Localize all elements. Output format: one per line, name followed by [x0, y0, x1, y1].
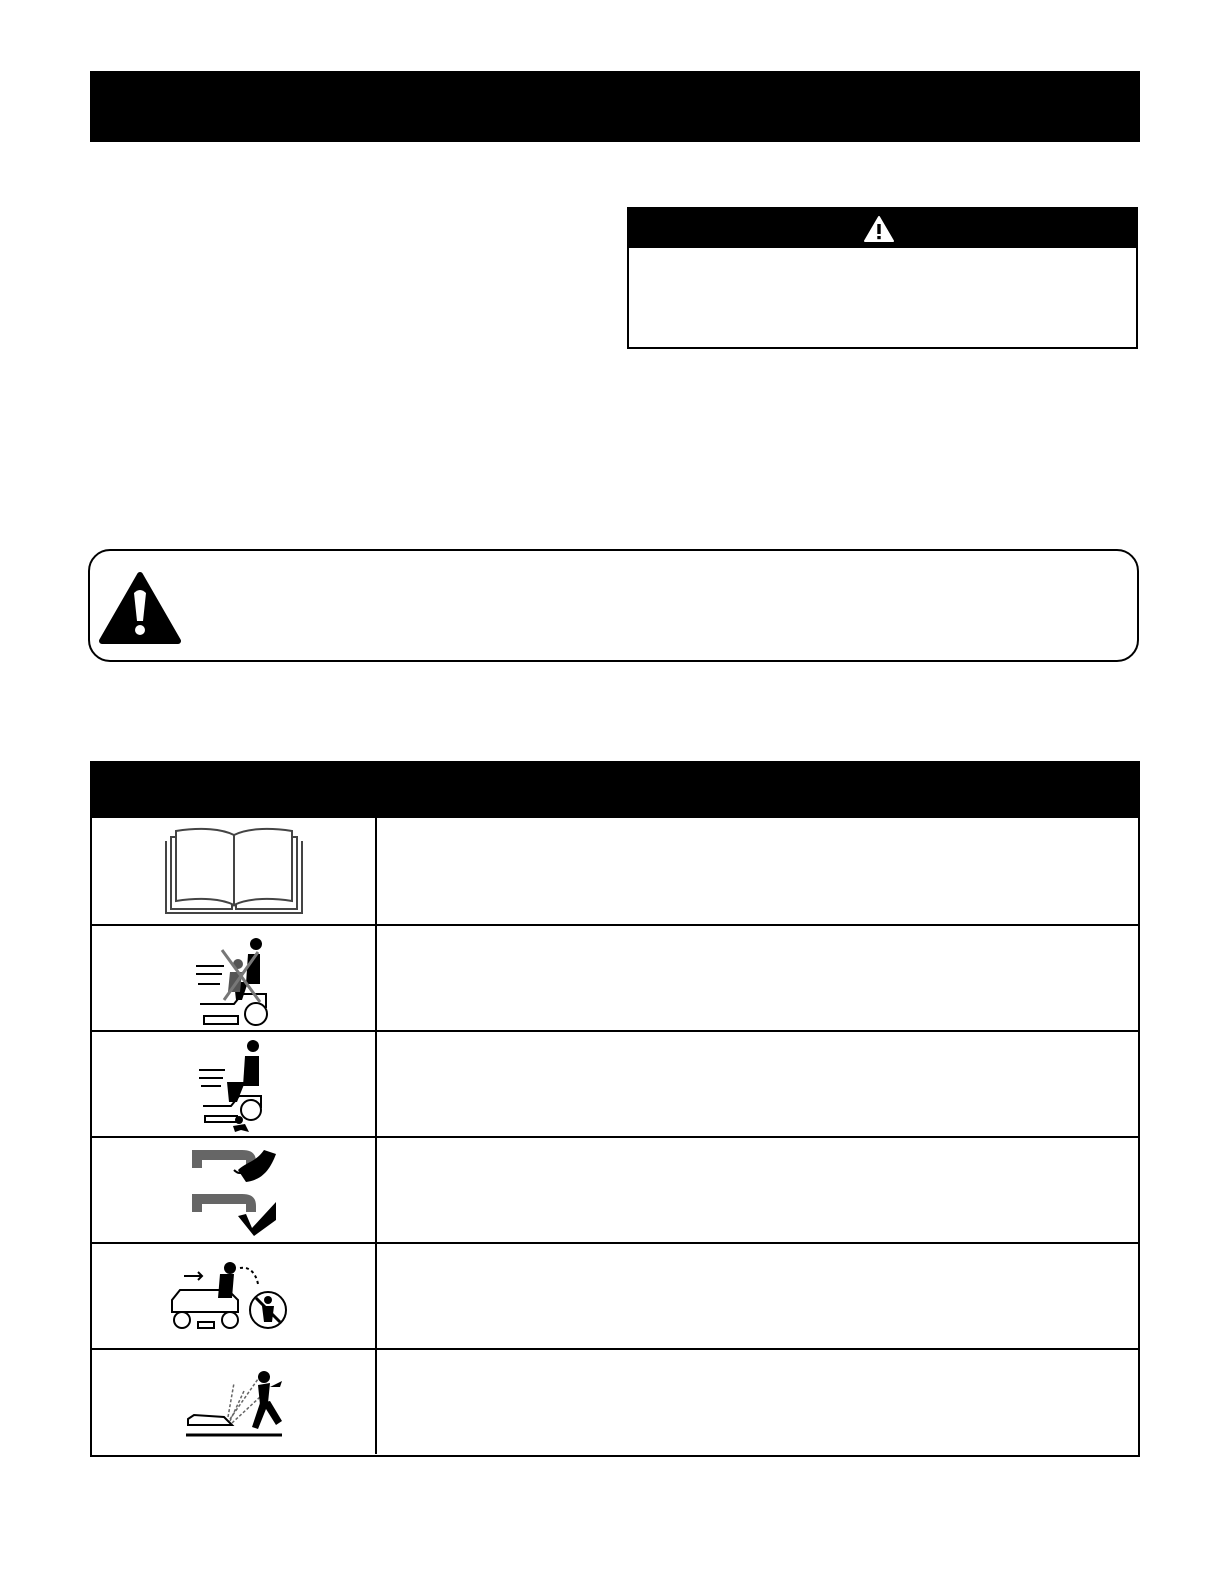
middle-text	[90, 380, 1140, 520]
warning-header	[629, 209, 1136, 248]
thrown-objects-icon	[184, 1367, 284, 1437]
header-symbol	[92, 763, 377, 818]
row-text	[377, 818, 1138, 924]
table-row	[92, 1030, 1138, 1136]
table-row	[92, 1242, 1138, 1348]
row-text	[377, 926, 1138, 1030]
alert-box	[88, 549, 1139, 662]
symbol-cell	[92, 1138, 377, 1242]
page-title-bar	[90, 71, 1140, 142]
table-row	[92, 1348, 1138, 1454]
table-row	[92, 924, 1138, 1030]
warning-triangle-icon	[863, 215, 895, 243]
table-row	[92, 818, 1138, 924]
warning-box	[627, 207, 1138, 349]
alert-text	[200, 565, 1117, 646]
no-passengers-icon	[194, 930, 274, 1026]
table-row	[92, 1136, 1138, 1242]
row-text	[377, 1244, 1138, 1348]
intro-text	[90, 205, 600, 355]
row-text	[377, 1350, 1138, 1454]
keep-children-away-icon	[168, 1260, 300, 1332]
symbol-cell	[92, 818, 377, 924]
safety-symbol-table	[90, 761, 1140, 1457]
warning-body	[629, 248, 1136, 268]
warning-triangle-icon	[98, 571, 182, 645]
read-manual-icon	[162, 825, 306, 917]
child-under-mower-icon	[197, 1036, 271, 1132]
symbol-cell	[92, 1032, 377, 1136]
symbol-cell	[92, 1350, 377, 1454]
symbol-cell	[92, 1244, 377, 1348]
table-header	[92, 763, 1138, 818]
row-text	[377, 1138, 1138, 1242]
row-text	[377, 1032, 1138, 1136]
header-meaning	[377, 763, 1138, 818]
symbol-cell	[92, 926, 377, 1030]
hand-foot-blade-icon	[190, 1144, 278, 1236]
